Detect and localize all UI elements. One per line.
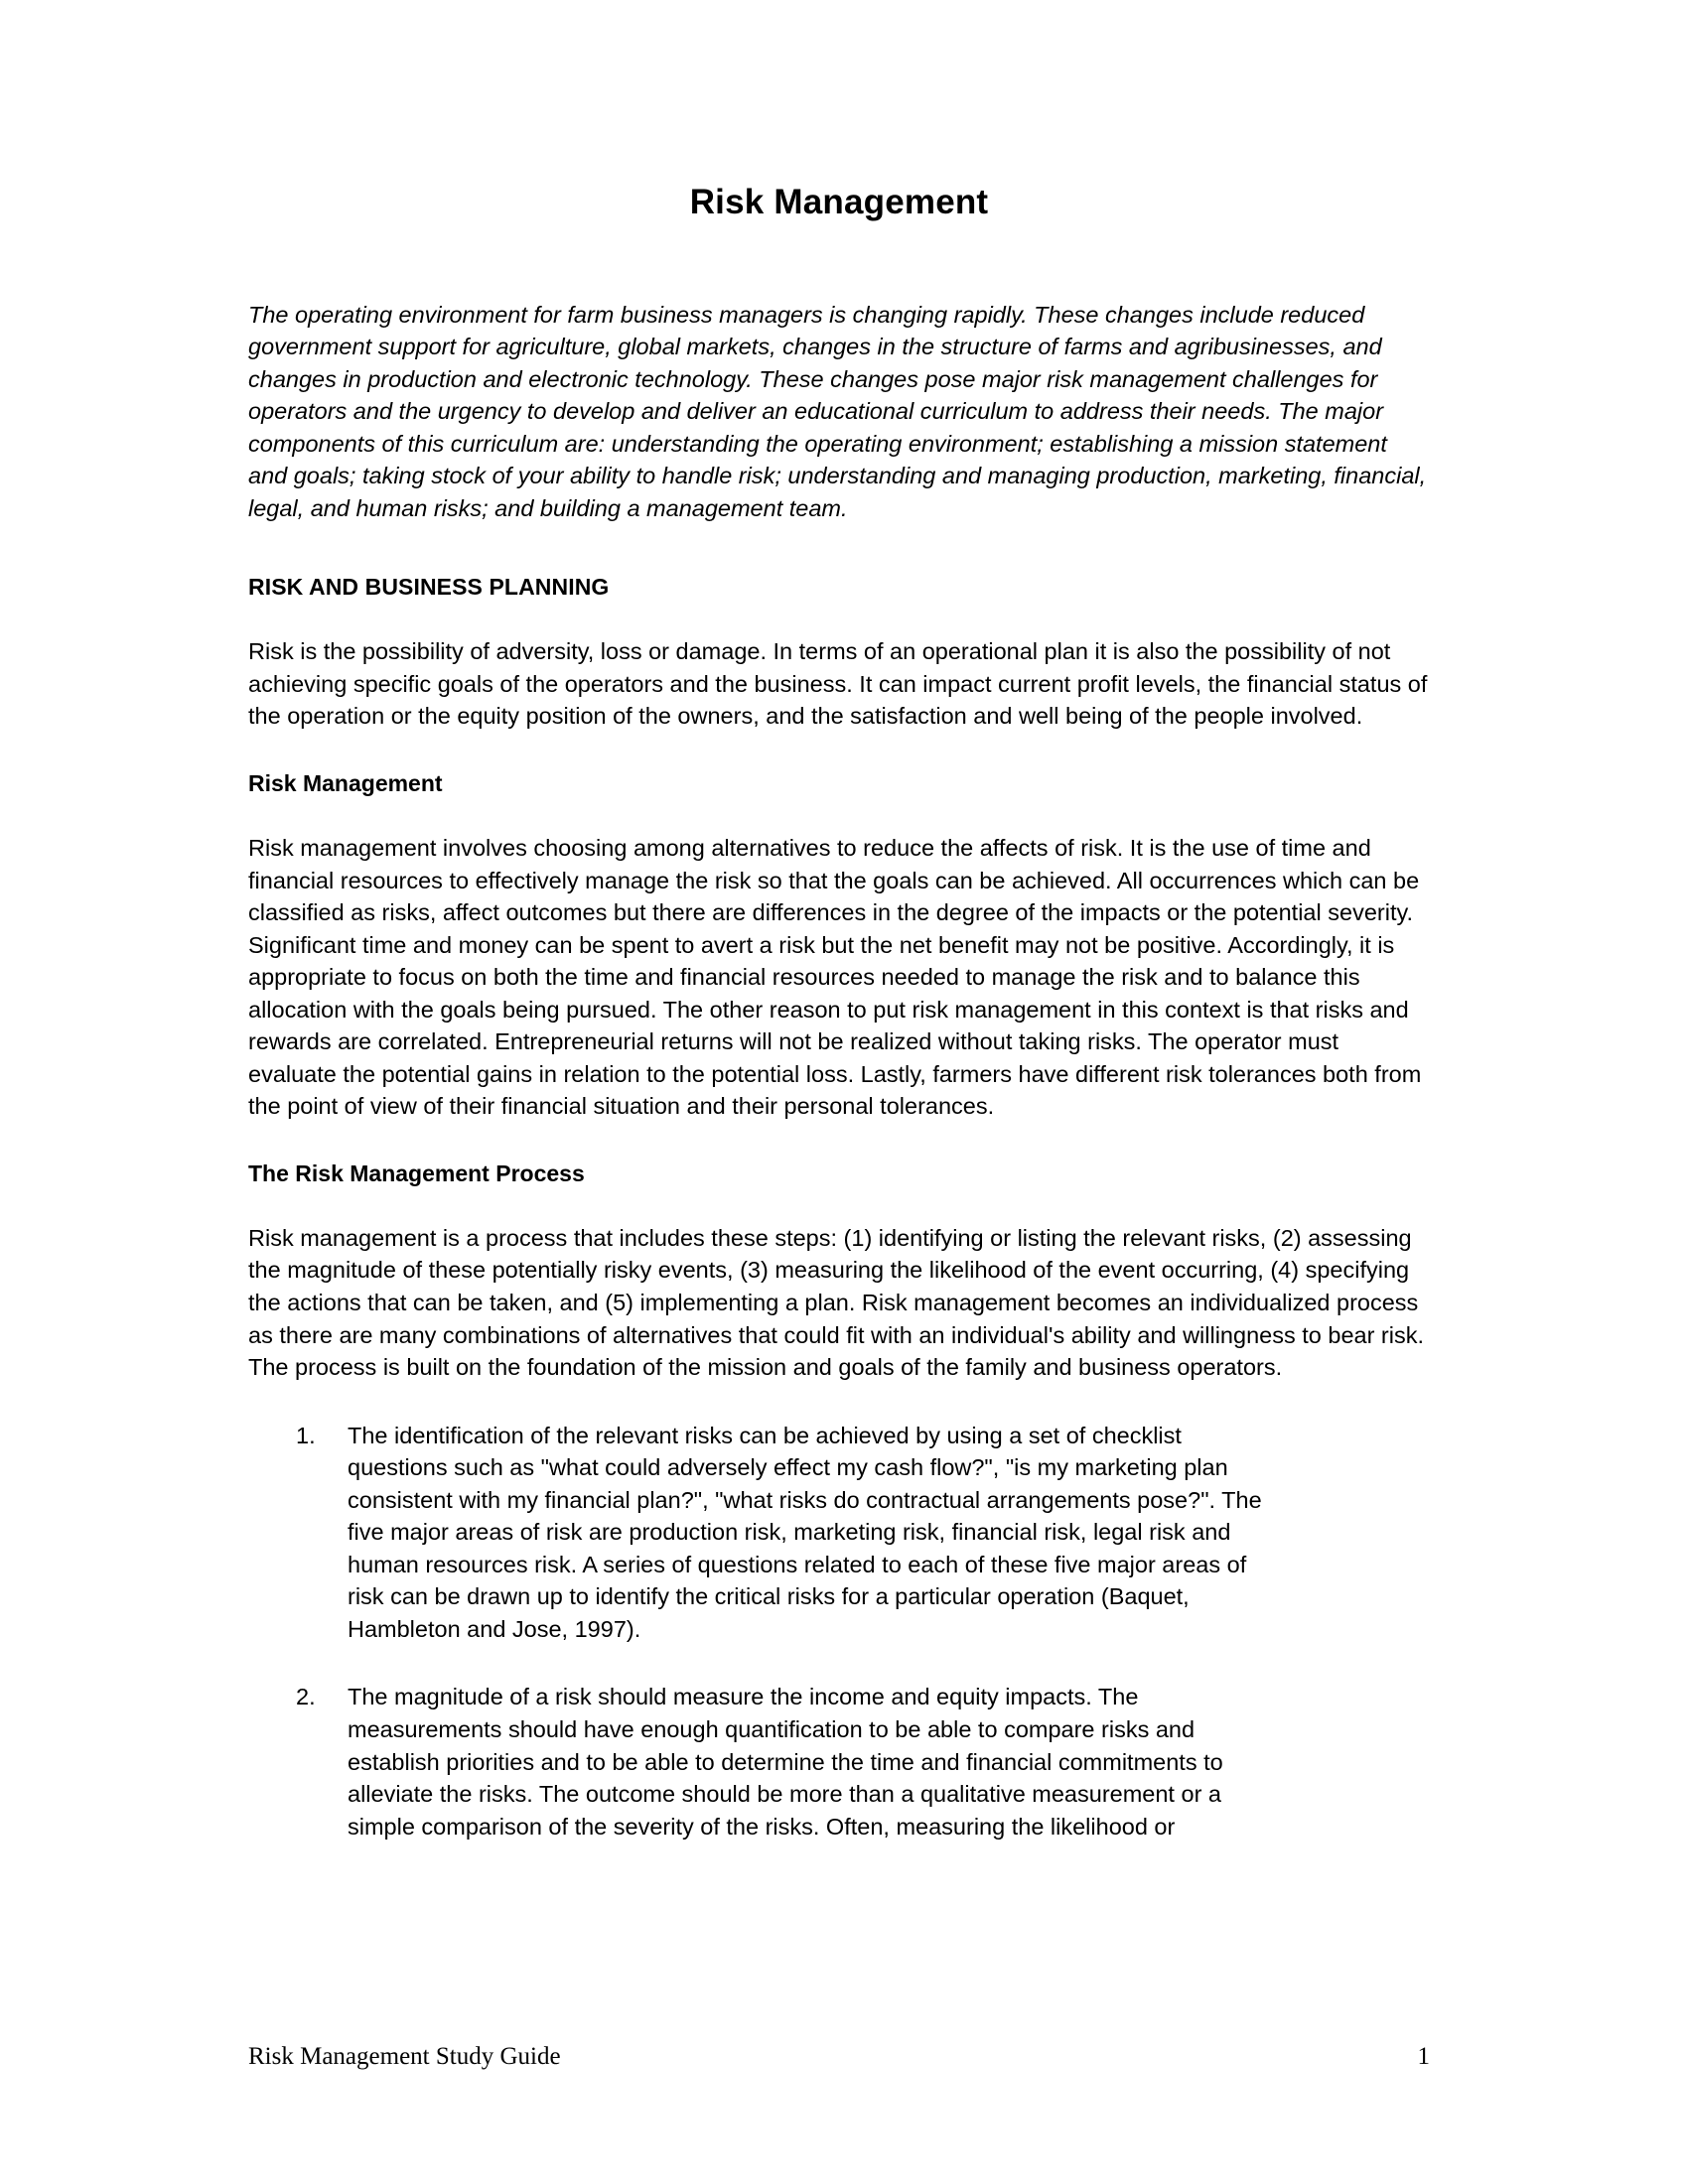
section-heading-risk-management: Risk Management xyxy=(248,769,443,796)
intro-paragraph: The operating environment for farm business managers is changing rapidly. These changes include reduced government support for agriculture, global markets, changes in the structure of farms and agribusinesses, and changes in production and electronic technology. These changes pose major risk management challenges for operators and the urgency to develop and deliver an educational curriculum to address their needs. The major components of this curriculum are: understanding the operating environment; establishing a mission statement and goals; taking stock of your ability to handle risk; understanding and managing production, marketing, financial, legal, and human risks; and building a management team. xyxy=(248,301,1427,521)
section-body-risk-and-business-planning: Risk is the possibility of adversity, loss or damage. In terms of an operational plan it is also the possibility of not achieving specific goals of the operators and the business. It can impact current profit levels, the financial status of the operation or the equity position of the owners, and the satisfaction and well being of the people involved. xyxy=(248,638,1428,730)
list-item-text: The magnitude of a risk should measure the income and equity impacts. The measurements should have enough quantification to be able to compare risks and establish priorities and to be able to determine the time and financial commitments to alleviate the risks. The outcome should be more than a qualitative measurement or a simple comparison of the severity of the risks. Often, measuring the likelihood or xyxy=(348,1684,1223,1840)
footer-document-name: Risk Management Study Guide xyxy=(248,2043,561,2070)
list-item-number: 1. xyxy=(296,1422,316,1448)
list-item-number: 2. xyxy=(296,1684,316,1710)
numbered-step-list xyxy=(248,1384,1430,1843)
section-heading-risk-and-business-planning: RISK AND BUSINESS PLANNING xyxy=(248,574,610,601)
page-footer xyxy=(248,2043,1430,2071)
list-item xyxy=(248,1384,1281,1646)
page-content xyxy=(248,0,1430,1843)
page-title: Risk Management xyxy=(689,183,989,221)
list-item xyxy=(248,1645,1281,1843)
footer-page-number: 1 xyxy=(1417,2043,1430,2070)
list-item-text: The identification of the relevant risks can be achieved by using a set of checklist questions such as "what could adversely effect my cash flow?", "is my marketing plan consistent with my financial plan?", "what risks do contractual arrangements pose?". The five major areas of risk are production risk, marketing risk, financial risk, legal risk and human resources risk. A series of questions related to each of these five major areas of risk can be drawn up to identify the critical risks for a particular operation (Baquet, Hambleton and Jose, 1997). xyxy=(348,1422,1262,1642)
section-heading-the-risk-management-process: The Risk Management Process xyxy=(248,1160,585,1186)
section-body-risk-management: Risk management involves choosing among alternatives to reduce the affects of risk. It is the use of time and financial resources to effectively manage the risk so that the goals can be achieved. All occurrences which can be classified as risks, affect outcomes but there are differences in the degree of the impacts or the potential severity. Significant time and money can be spent to avert a risk but the net benefit may not be positive. Accordingly, it is appropriate to focus on both the time and financial resources needed to manage the risk and to balance this allocation with the goals being pursued. The other reason to put risk management in this context is that risks and rewards are correlated. Entrepreneurial returns will not be realized without taking risks. The operator must evaluate the potential gains in relation to the potential loss. Lastly, farmers have different risk tolerances both from the point of view of their financial situation and their personal tolerances. xyxy=(248,834,1422,1120)
section-body-the-risk-management-process: Risk management is a process that includes these steps: (1) identifying or listing the relevant risks, (2) assessing the magnitude of these potentially risky events, (3) measuring the likelihood of the event occurring, (4) specifying the actions that can be taken, and (5) implementing a plan. Risk management becomes an individualized process as there are many combinations of alternatives that could fit with an individual's ability and willingness to bear risk. The process is built on the foundation of the mission and goals of the family and business operators. xyxy=(248,1224,1425,1381)
